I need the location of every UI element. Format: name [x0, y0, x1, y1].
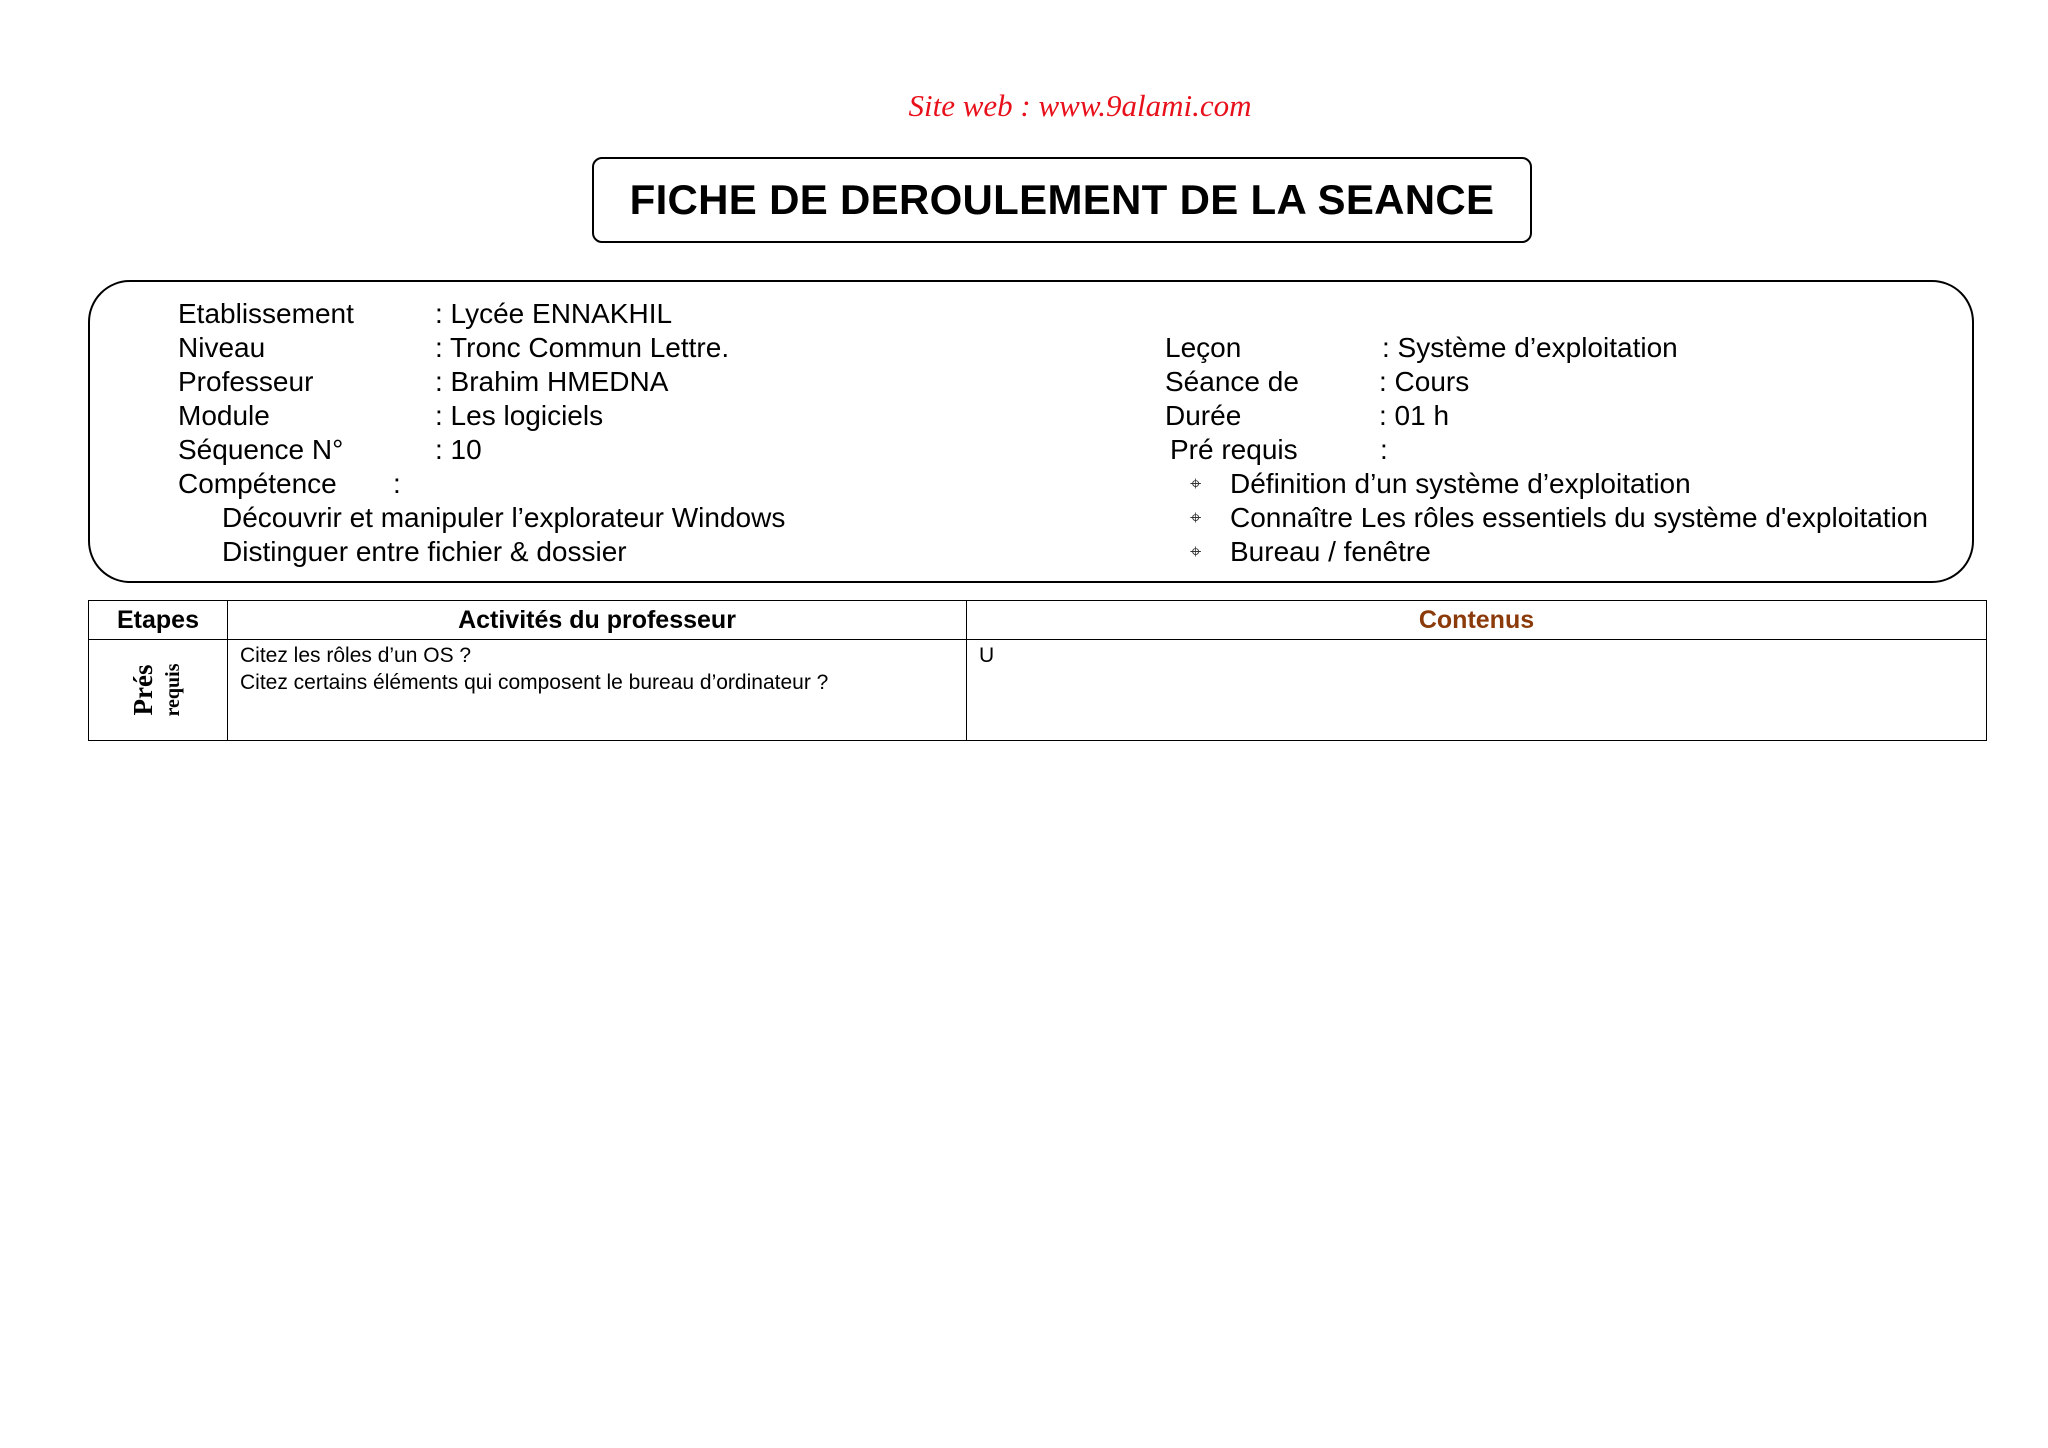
label-prerequis: Pré requis: [1170, 434, 1298, 465]
etape-line1: Prés: [128, 664, 158, 716]
table-header-row: [89, 601, 1987, 640]
label-professeur: Professeur: [178, 366, 314, 397]
prerequis-item: Définition d’un système d’exploitation: [1230, 468, 1691, 499]
info-box: [88, 280, 1974, 583]
value-competence: :: [393, 468, 401, 499]
etape-line2: requis: [162, 663, 184, 717]
etape-label: [128, 664, 188, 717]
header-activites: Activités du professeur: [228, 601, 967, 640]
competence-item: Distinguer entre fichier & dossier: [222, 536, 627, 567]
label-duree: Durée: [1165, 400, 1242, 431]
value-duree: : 01 h: [1379, 400, 1450, 431]
crosshair-bullet-icon: ⌖: [1190, 541, 1202, 563]
page-title: FICHE DE DEROULEMENT DE LA SEANCE: [629, 176, 1495, 223]
label-module: Module: [178, 400, 270, 431]
competence-item: Découvrir et manipuler l’explorateur Windows: [222, 502, 786, 533]
site-url: Site web : www.9alami.com: [908, 88, 1252, 123]
contenus-cell: U: [967, 640, 1987, 741]
value-professeur: : Brahim HMEDNA: [435, 366, 669, 397]
etape-cell: [89, 640, 228, 741]
value-seance: : Cours: [1379, 366, 1470, 397]
crosshair-bullet-icon: ⌖: [1190, 507, 1202, 529]
crosshair-bullet-icon: ⌖: [1190, 473, 1202, 495]
activite-item: Citez les rôles d’un OS ?: [240, 644, 472, 667]
value-sequence: : 10: [435, 434, 482, 465]
title-box: [592, 157, 1532, 243]
label-lecon: Leçon: [1165, 332, 1242, 363]
value-etablissement: : Lycée ENNAKHIL: [435, 298, 673, 329]
table-row: [89, 640, 1987, 741]
label-niveau: Niveau: [178, 332, 266, 363]
prerequis-item: Connaître Les rôles essentiels du système d'exploitation: [1230, 502, 1928, 533]
value-prerequis: :: [1380, 434, 1388, 465]
label-etablissement: Etablissement: [178, 298, 354, 329]
header-contenus: Contenus: [967, 601, 1987, 640]
label-sequence: Séquence N°: [178, 434, 344, 465]
value-niveau: : Tronc Commun Lettre.: [435, 332, 730, 363]
steps-table: [88, 600, 1987, 741]
header-etapes: Etapes: [89, 601, 228, 640]
activites-cell: [228, 640, 967, 741]
value-lecon: : Système d’exploitation: [1382, 332, 1678, 363]
value-module: : Les logiciels: [435, 400, 604, 431]
label-seance: Séance de: [1165, 366, 1299, 397]
prerequis-item: Bureau / fenêtre: [1230, 536, 1431, 567]
activite-item: Citez certains éléments qui composent le bureau d’ordinateur ?: [240, 671, 829, 694]
label-competence: Compétence: [178, 468, 337, 499]
